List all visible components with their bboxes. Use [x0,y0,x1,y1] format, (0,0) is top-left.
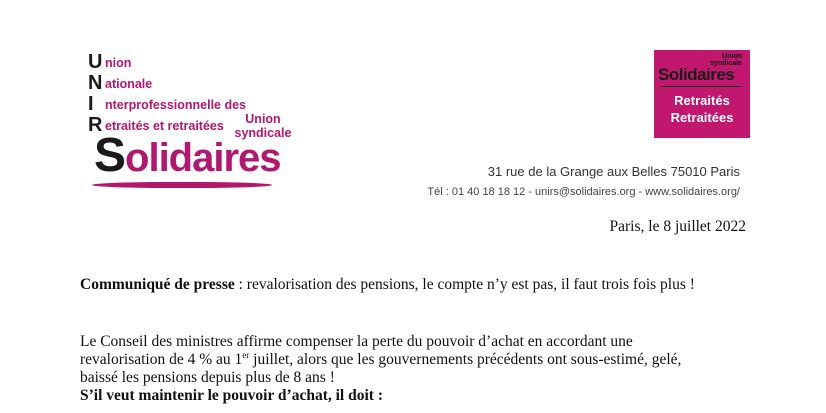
paragraph-bold-line: S’il veut maintenir le pouvoir d’achat, il doit : [80,387,383,404]
acrostic-word: ationale [105,77,153,91]
logo-syndicale-label: syndicale [710,60,742,67]
brush-stroke [92,182,272,188]
contact-line: Tél : 01 40 18 18 12 - unirs@solidaires.org - www.solidaires.org/ [427,186,740,198]
acrostic-letter: U [88,51,103,73]
address-block [427,164,740,199]
paragraph-text: juillet, alors que les gouvernements précédents ont sous-estimé, gelé, [249,351,682,368]
superscript: er [242,349,250,360]
press-release-label: Communiqué de presse [80,276,235,293]
acrostic-word: nion [105,56,132,70]
logo-retraitees: Retraitées [670,110,734,125]
body-paragraph [80,333,780,405]
logo-brand: Solidaires [658,65,735,84]
acrostic-letter: R [88,114,103,136]
solidaires-wordmark [94,129,281,182]
logo-retraites: Retraités [674,93,730,108]
paragraph-text: revalorisation de 4 % au 1 [80,351,243,368]
paragraph-line: Le Conseil des ministres affirme compenser la perte du pouvoir d’achat en accordant une [80,333,633,350]
document-date: Paris, le 8 juillet 2022 [609,218,746,235]
union-syndicale-label: Union syndicale [234,112,292,140]
press-release-heading [80,276,695,294]
acrostic-letter: N [88,72,103,94]
paragraph-line [80,351,780,369]
logo-union-label: Union [722,53,742,60]
acrostic-letter: I [88,93,94,115]
paragraph-line: baissé les pensions depuis plus de 8 ans ! [80,369,335,386]
logo-divider [662,86,742,87]
wordmark-initial: S [94,129,126,182]
wordmark-rest: olidaires [125,136,281,180]
solidaires-retraites-logo [654,50,750,138]
postal-address: 31 rue de la Grange aux Belles 75010 Paris [487,164,740,179]
acrostic-word: nterprofessionnelle des [105,98,247,112]
press-release-title: : revalorisation des pensions, le compte n’y est pas, il faut trois fois plus ! [234,276,695,293]
unirs-logo [88,48,300,190]
acrostic-word: etraités et retraitées [105,119,224,133]
